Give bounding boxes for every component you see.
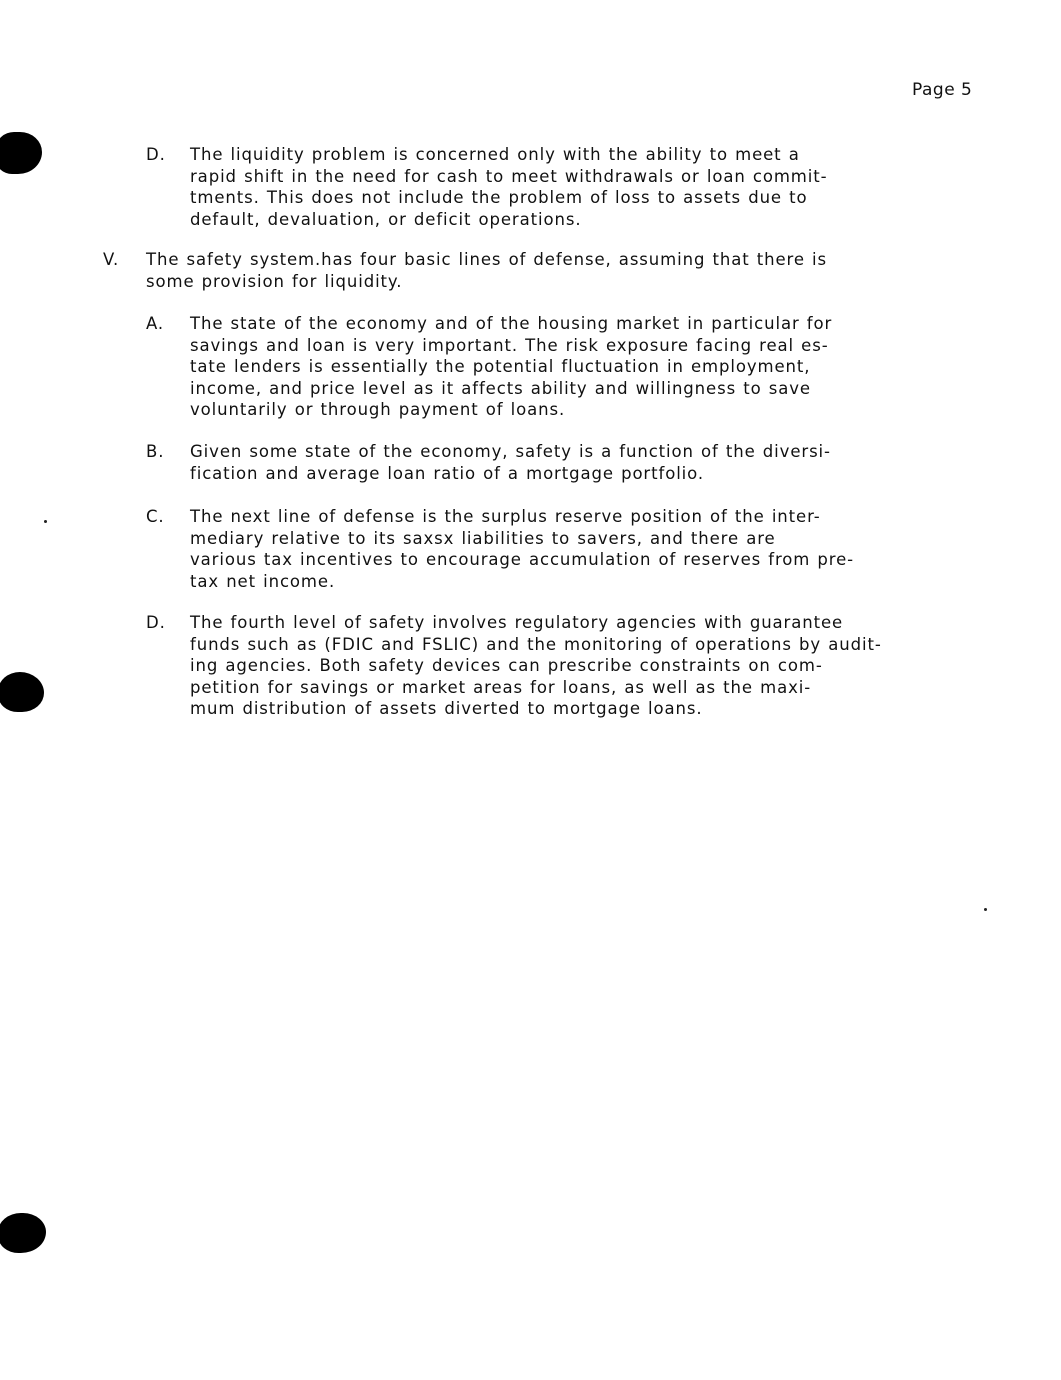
text-line: funds such as (FDIC and FSLIC) and the monitoring of operations by audit-	[190, 634, 882, 654]
page-number: Page 5	[912, 80, 973, 100]
text-line: savings and loan is very important. The risk exposure facing real es-	[190, 335, 829, 355]
item-paragraph	[190, 313, 950, 421]
text-line: The fourth level of safety involves regulatory agencies with guarantee	[190, 613, 844, 632]
punch-hole-top	[0, 132, 42, 174]
item-marker: B.	[146, 442, 165, 461]
text-line: The liquidity problem is concerned only with the ability to meet a	[190, 145, 800, 164]
item-paragraph	[190, 144, 950, 230]
item-marker: A.	[146, 314, 165, 333]
outline-item-c-surplus-reserve	[146, 506, 956, 592]
text-line: Given some state of the economy, safety is a function of the diversi-	[190, 442, 831, 461]
outline-item-d-regulatory	[146, 612, 986, 720]
text-line: various tax incentives to encourage accumulation of reserves from pre-	[190, 550, 855, 569]
text-line: some provision for liquidity.	[146, 271, 403, 291]
text-line: fication and average loan ratio of a mortgage portfolio.	[190, 463, 705, 483]
text-line: tate lenders is essentially the potential fluctuation in employment,	[190, 357, 811, 376]
item-marker: D.	[146, 613, 166, 632]
item-paragraph	[190, 612, 980, 720]
item-marker: C.	[146, 507, 165, 526]
text-line: ing agencies. Both safety devices can prescribe constraints on com-	[190, 656, 823, 675]
outline-item-v-safety-system	[103, 249, 953, 292]
punch-hole-middle	[0, 672, 44, 712]
outline-item-b-diversification	[146, 441, 956, 484]
stray-mark	[984, 908, 987, 911]
outline-item-d-liquidity	[146, 144, 946, 230]
text-line: voluntarily or through payment of loans.	[190, 400, 566, 419]
item-marker: V.	[103, 250, 120, 269]
text-line: tments. This does not include the problem of loss to assets due to	[190, 188, 808, 207]
text-line: mum distribution of assets diverted to mortgage loans.	[190, 699, 703, 718]
text-line: The next line of defense is the surplus reserve position of the inter-	[190, 507, 821, 526]
item-marker: D.	[146, 145, 166, 164]
text-line: rapid shift in the need for cash to meet withdrawals or loan commit-	[190, 166, 828, 186]
stray-mark	[44, 520, 47, 523]
outline-item-a-economy	[146, 313, 956, 421]
text-line: mediary relative to its saxsx liabilities to savers, and there are	[190, 528, 776, 548]
text-line: The state of the economy and of the housing market in particular for	[190, 314, 833, 333]
item-paragraph	[190, 441, 950, 484]
item-paragraph	[190, 506, 950, 592]
text-line: income, and price level as it affects ability and willingness to save	[190, 378, 811, 398]
text-line: default, devaluation, or deficit operations.	[190, 209, 582, 229]
text-line: petition for savings or market areas for loans, as well as the maxi-	[190, 677, 812, 697]
item-paragraph	[146, 249, 946, 292]
punch-hole-bottom	[0, 1213, 46, 1253]
text-line: The safety system.has four basic lines of defense, assuming that there is	[146, 250, 828, 269]
text-line: tax net income.	[190, 571, 336, 591]
